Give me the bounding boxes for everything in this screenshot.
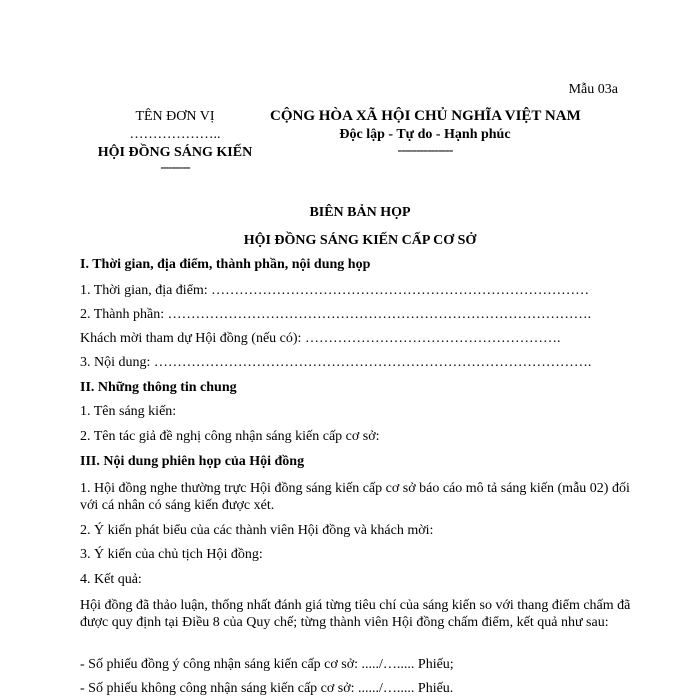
item-2-field: 2. Ý kiến phát biểu của các thành viên Hội đồng và khách mời: [80,523,434,538]
document-title: BIÊN BẢN HỌP [309,205,411,220]
unit-name-placeholder: ……………….. [129,127,221,142]
item-4-label: 4. Kết quả: [80,572,142,587]
council-name: HỘI ĐỒNG SÁNG KIẾN [97,145,253,160]
content-field: 3. Nội dung: …………………………………………………………………………………. [80,355,592,370]
section-1-heading: I. Thời gian, địa điểm, thành phần, nội dung họp [80,257,371,272]
unit-name: TÊN ĐƠN VỊ [135,109,215,124]
section-3-heading: III. Nội dung phiên họp của Hội đồng [80,454,305,469]
left-header-divider: -------- [160,160,190,175]
section-2-heading: II. Những thông tin chung [80,380,237,395]
right-header-divider: --------------- [397,143,453,158]
members-field: 2. Thành phần: ………………………………………………………………………………. [80,307,592,322]
initiative-name-field: 1. Tên sáng kiến: [80,404,177,419]
national-motto: Độc lập - Tự do - Hạnh phúc [339,127,511,142]
time-place-field: 1. Thời gian, địa điểm: ……………………………………………………………………… [80,283,590,298]
result-paragraph: Hội đồng đã thảo luận, thống nhất đánh giá từng tiêu chí của sáng kiến so với thang điểm chấm đã được quy định tại Điều 8 của Quy chế; từng thành viên Hội đồng chấm điểm, kết quả như sau: [80,598,631,630]
form-code: Mẫu 03a [568,82,618,97]
item-1-paragraph: 1. Hội đồng nghe thường trực Hội đồng sáng kiến cấp cơ sở báo cáo mô tả sáng kiến (mẫu 02) đối với cá nhân có sáng kiến được xét. [80,481,630,513]
votes-no-field: - Số phiếu không công nhận sáng kiến cấp cơ sở: ....../…..... Phiếu. [80,681,454,696]
country-name: CỘNG HÒA XÃ HỘI CHỦ NGHĨA VIỆT NAM [270,108,581,124]
author-field: 2. Tên tác giả đề nghị công nhận sáng kiến cấp cơ sở: [80,429,380,444]
votes-yes-field: - Số phiếu đồng ý công nhận sáng kiến cấp cơ sở: ...../…..... Phiếu; [80,657,454,672]
guests-field: Khách mời tham dự Hội đồng (nếu có): ………………………………………………. [80,331,561,346]
item-3-field: 3. Ý kiến của chủ tịch Hội đồng: [80,547,263,562]
document-subtitle: HỘI ĐỒNG SÁNG KIẾN CẤP CƠ SỞ [243,233,477,248]
